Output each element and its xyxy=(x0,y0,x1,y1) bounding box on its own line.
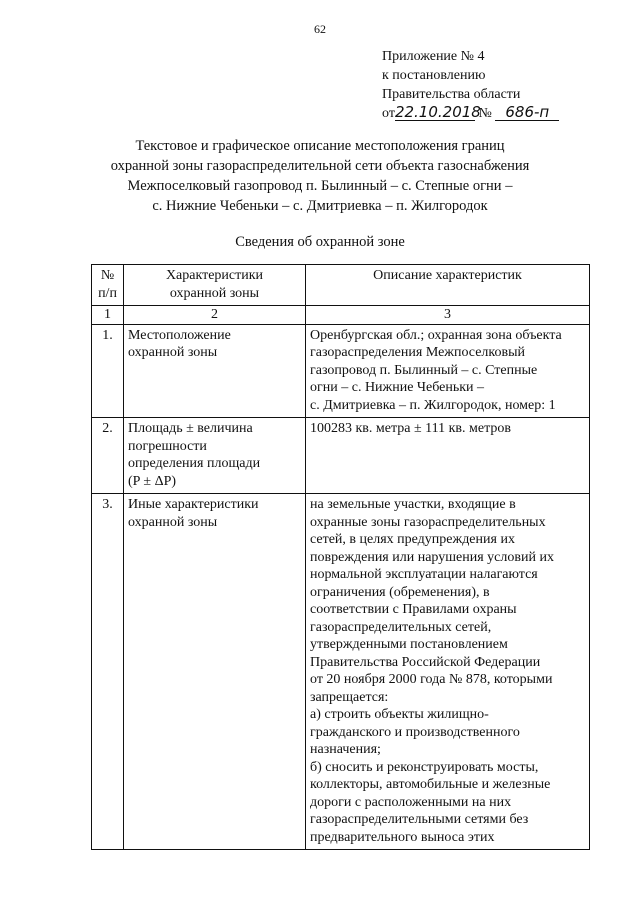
title-line-3: Межпоселковый газопровод п. Былинный – с. Степные огни – xyxy=(127,178,513,194)
table-header-row xyxy=(92,265,590,306)
description-line: газораспределительными сетями без xyxy=(310,812,529,827)
title-line-4: с. Нижние Чебеньки – с. Дмитриевка – п. Жилгородок xyxy=(152,198,488,214)
description-line: от 20 ноября 2000 года № 878, которыми xyxy=(310,672,553,687)
document-title xyxy=(90,136,550,216)
description-line: коллекторы, автомобильные и железные xyxy=(310,777,551,792)
column-number-row xyxy=(92,306,590,325)
appendix-line-3: Правительства области xyxy=(382,87,521,102)
description-line: 100283 кв. метра ± 111 кв. метров xyxy=(310,421,512,436)
characteristic-line: определения площади xyxy=(128,456,261,471)
appendix-block xyxy=(382,47,559,123)
number-prefix: № xyxy=(478,106,492,121)
description-line: сетей, в целях предупреждения их xyxy=(310,532,515,547)
appendix-line-2: к постановлению xyxy=(382,68,486,83)
header-number-symbol: № xyxy=(100,268,115,283)
handwritten-date: 22.10.2018 xyxy=(394,103,481,121)
characteristic-line: охранной зоны xyxy=(128,345,218,360)
description-line: газораспределительных сетей, xyxy=(310,619,492,635)
header-characteristics-cell xyxy=(124,265,306,306)
column-number: 1 xyxy=(92,306,124,325)
appendix-date-line xyxy=(382,104,559,123)
description-line: Правительства Российской Федерации xyxy=(310,654,541,670)
description-line: дороги с расположенными на них xyxy=(310,794,512,810)
row-characteristic xyxy=(124,324,306,418)
characteristic-line: Местоположение xyxy=(128,327,231,343)
description-line: Оренбургская обл.; охранная зона объекта xyxy=(310,327,562,343)
row-description xyxy=(306,324,590,418)
characteristic-line: Площадь ± величина xyxy=(128,421,253,436)
row-number: 3. xyxy=(92,494,124,850)
characteristic-line: погрешности xyxy=(128,438,207,454)
header-characteristics-line-1: Характеристики xyxy=(165,268,264,283)
description-line: огни – с. Нижние Чебеньки – xyxy=(310,380,485,395)
row-number: 1. xyxy=(92,324,124,418)
description-line: газораспределения Межпоселковый xyxy=(310,345,525,360)
row-characteristic xyxy=(124,418,306,494)
table-row xyxy=(92,418,590,494)
description-line: соответствии с Правилами охраны xyxy=(310,602,517,617)
characteristic-line: Иные характеристики xyxy=(128,497,259,512)
page-number: 62 xyxy=(314,22,326,36)
description-line: ограничения (обременения), в xyxy=(310,584,490,600)
description-line: а) строить объекты жилищно- xyxy=(310,707,489,722)
description-line: утвержденными постановлением xyxy=(310,637,508,652)
header-number-cell xyxy=(92,265,124,306)
description-line: нормальной эксплуатации налагаются xyxy=(310,567,538,582)
description-line: назначения; xyxy=(310,742,381,757)
description-line: охранные зоны газораспределительных xyxy=(310,514,546,530)
row-number: 2. xyxy=(92,418,124,494)
title-line-1: Текстовое и графическое описание местоположения границ xyxy=(135,138,505,154)
header-characteristics-line-2: охранной зоны xyxy=(169,285,260,301)
row-description xyxy=(306,418,590,494)
table-row xyxy=(92,324,590,418)
column-number: 3 xyxy=(306,306,590,325)
description-line: с. Дмитриевка – п. Жилгородок, номер: 1 xyxy=(310,397,556,413)
description-line: повреждения или нарушения условий их xyxy=(310,549,554,565)
appendix-line-1: Приложение № 4 xyxy=(382,49,485,64)
column-number: 2 xyxy=(124,306,306,325)
date-prefix: от xyxy=(382,106,395,121)
zone-info-table xyxy=(91,264,590,850)
characteristic-line: (P ± ΔP) xyxy=(128,473,177,489)
table-row xyxy=(92,494,590,850)
section-subtitle: Сведения об охранной зоне xyxy=(235,234,405,250)
handwritten-number: 686-п xyxy=(495,105,559,121)
description-line: запрещается: xyxy=(310,689,389,705)
title-line-2: охранной зоны газораспределительной сети объекта газоснабжения xyxy=(110,158,530,174)
header-description-cell: Описание характеристик xyxy=(306,265,590,306)
description-line: предварительного выноса этих xyxy=(310,829,495,845)
row-characteristic xyxy=(124,494,306,850)
header-number-abbr: п/п xyxy=(98,285,117,301)
description-line: газопровод п. Былинный – с. Степные xyxy=(310,362,538,378)
description-line: гражданского и производственного xyxy=(310,724,520,740)
characteristic-line: охранной зоны xyxy=(128,514,218,530)
description-line: б) сносить и реконструировать мосты, xyxy=(310,759,539,775)
description-line: на земельные участки, входящие в xyxy=(310,497,516,512)
row-description xyxy=(306,494,590,850)
